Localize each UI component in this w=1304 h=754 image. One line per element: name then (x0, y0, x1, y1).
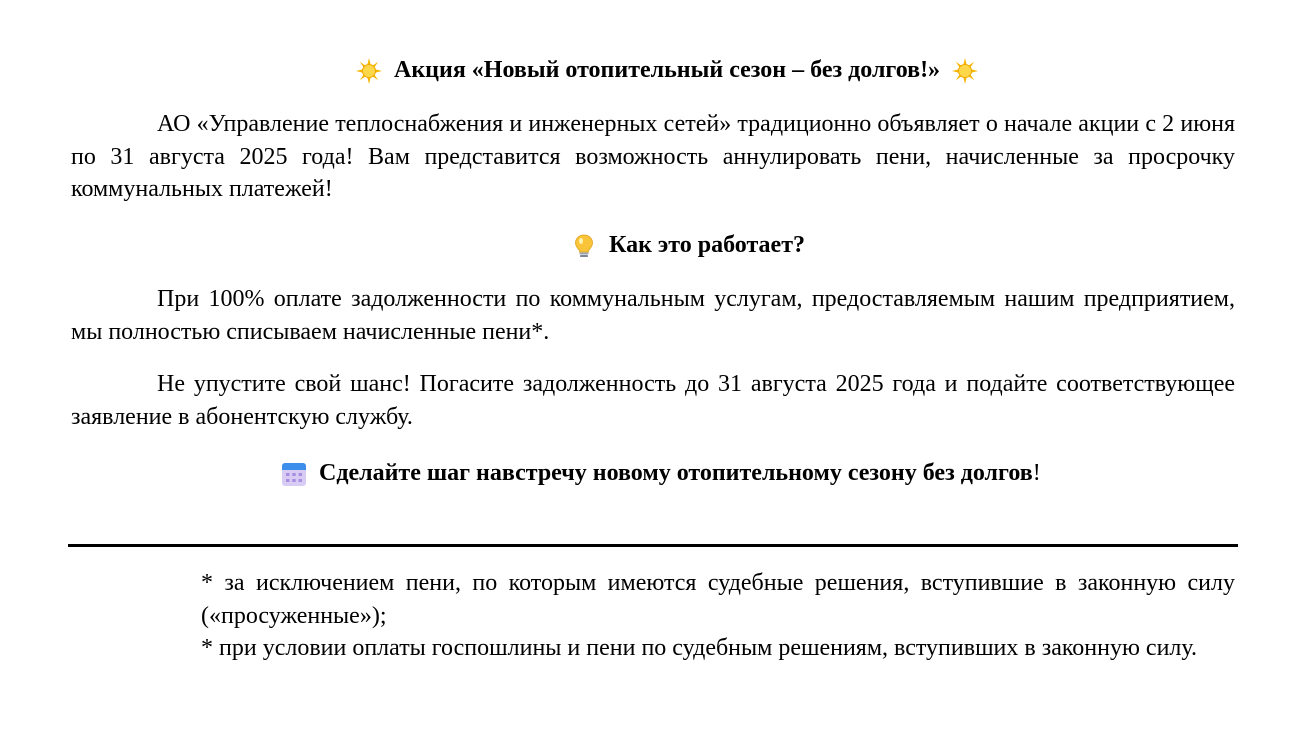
call-to-action-heading (281, 453, 1041, 493)
footnotes (201, 567, 1235, 665)
promo-heading (356, 50, 978, 90)
footnote-item: * за исключением пени, по которым имеются судебные решения, вступившие в законную силу («просуженные»); (201, 570, 1235, 629)
calendar-icon (281, 460, 307, 486)
call-to-action-text: Сделайте шаг навстречу новому отопительному сезону без долгов (319, 460, 1033, 486)
sun-icon (952, 57, 978, 83)
sun-icon (356, 57, 382, 83)
promo-heading-text: Акция «Новый отопительный сезон – без долгов!» (394, 57, 941, 83)
conditions-paragraph: При 100% оплате задолженности по коммунальным услугам, предоставляемым нашим предприятием, мы полностью списываем начисленные пени*. (71, 286, 1235, 345)
deadline-paragraph: Не упустите свой шанс! Погасите задолженность до 31 августа 2025 года и подайте соответствующее заявление в абонентскую службу. (71, 371, 1235, 430)
how-it-works-heading (571, 225, 805, 265)
call-to-action-exclamation: ! (1032, 460, 1041, 486)
how-it-works-heading-text: Как это работает? (609, 232, 805, 258)
footnote-divider (68, 544, 1238, 547)
intro-paragraph: АО «Управление теплоснабжения и инженерных сетей» традиционно объявляет о начале акции с 2 июня по 31 августа 2025 года! Вам представится возможность аннулировать пени, начисленные за просрочку коммунальных платежей! (71, 111, 1235, 202)
lightbulb-icon (571, 232, 597, 258)
footnote-item: * при условии оплаты госпошлины и пени по судебным решениям, вступивших в законную силу. (201, 635, 1197, 661)
